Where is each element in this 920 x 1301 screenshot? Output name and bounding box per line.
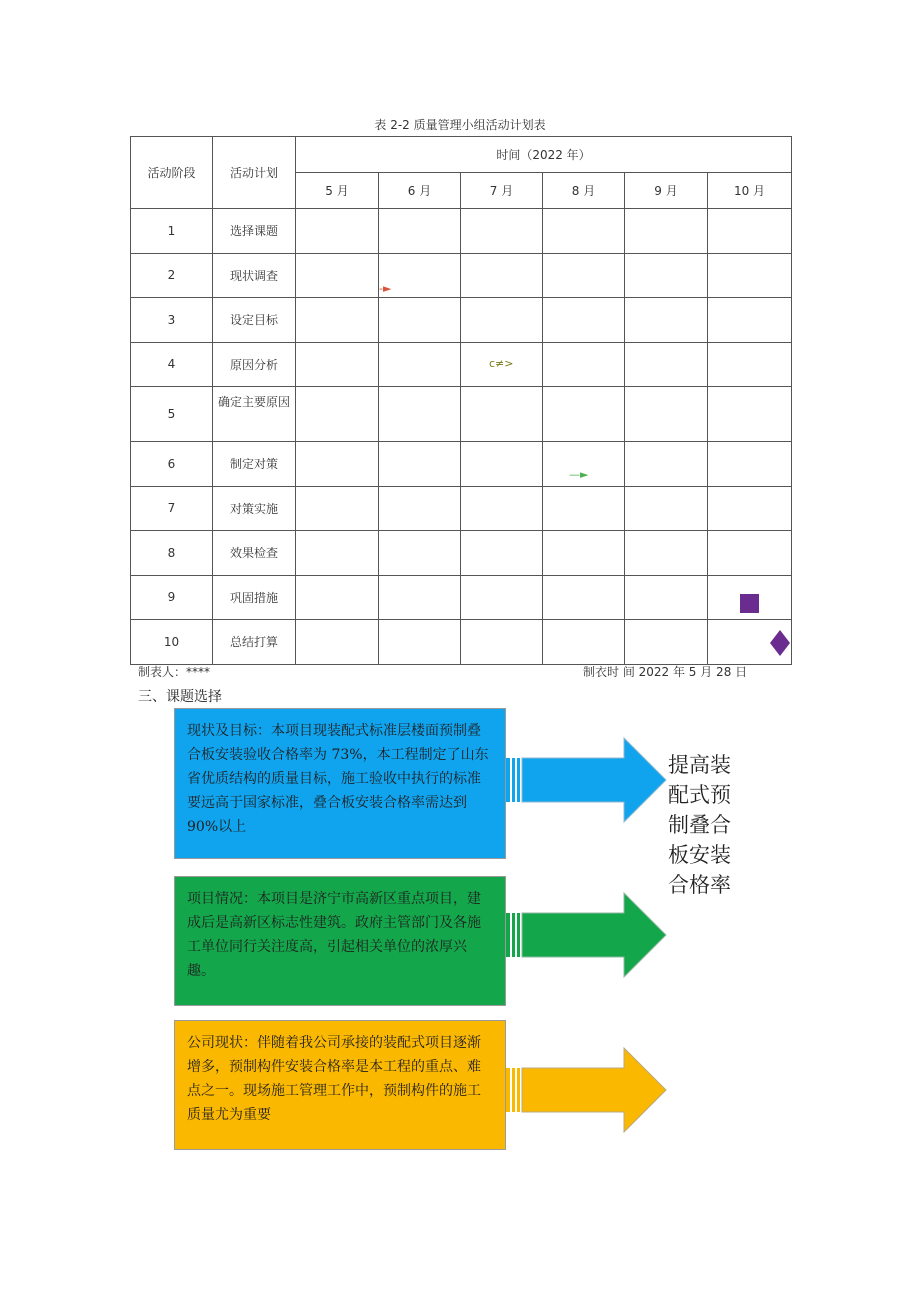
header-month: 5 月 (296, 173, 379, 209)
header-stage: 活动阶段 (131, 137, 213, 209)
row-number: 6 (131, 442, 213, 487)
table-row (131, 387, 792, 442)
green-arrow-icon (506, 892, 668, 978)
row-plan: 巩固措施 (213, 575, 296, 620)
header-month: 10 月 (708, 173, 792, 209)
row-number: 7 (131, 486, 213, 531)
row-plan: 确定主要原因 (213, 387, 296, 442)
topic-result-text: 提高装配式预制叠合板安装合格率 (668, 753, 731, 897)
table-row (131, 298, 792, 343)
header-month: 8 月 (543, 173, 625, 209)
diamond-mark-icon (770, 630, 790, 656)
table-row (131, 442, 792, 487)
row-number: 10 (131, 620, 213, 665)
progress-arrow-mark: -► (379, 281, 392, 295)
section-title: 三、课题选择 (138, 689, 222, 705)
yellow-arrow-icon (506, 1047, 668, 1133)
row-number: 9 (131, 575, 213, 620)
table-row (131, 209, 792, 254)
header-time: 时间（2022 年） (296, 137, 792, 173)
row-plan: 效果检查 (213, 531, 296, 576)
row-plan: 设定目标 (213, 298, 296, 343)
table-caption: 表 2-2 质量管理小组活动计划表 (374, 118, 546, 132)
row-plan: 现状调查 (213, 253, 296, 298)
row-plan: 对策实施 (213, 486, 296, 531)
row-plan: 原因分析 (213, 342, 296, 387)
header-month: 9 月 (625, 173, 708, 209)
header-month: 7 月 (461, 173, 543, 209)
status-goal-box: 现状及目标：本项目现装配式标准层楼面预制叠合板安装验收合格率为 73%，本工程制定了山东省优质结构的质量目标，施工验收中执行的标准要远高于国家标准，叠合板安装合格率需达到 90%以上 (174, 708, 506, 859)
row-number: 4 (131, 342, 213, 387)
progress-arrow-mark: —► (569, 468, 589, 481)
table-date: 制衣时 间 2022 年 5 月 28 日 (583, 665, 748, 679)
blue-arrow-icon (506, 737, 668, 823)
row-number: 8 (131, 531, 213, 576)
table-row (131, 620, 792, 665)
table-row (131, 253, 792, 298)
row-number: 3 (131, 298, 213, 343)
row-number: 5 (131, 387, 213, 442)
square-mark-icon (740, 594, 760, 614)
table-maker: 制表人：**** (138, 665, 211, 679)
table-row (131, 575, 792, 620)
progress-arrow-mark: c≠> (489, 356, 514, 370)
header-plan: 活动计划 (213, 137, 296, 209)
company-status-box: 公司现状：伴随着我公司承接的装配式项目逐渐增多，预制构件安装合格率是本工程的重点、难点之一。现场施工管理工作中，预制构件的施工质量尤为重要 (174, 1020, 506, 1150)
row-number: 2 (131, 253, 213, 298)
activity-plan-table (130, 136, 792, 665)
row-number: 1 (131, 209, 213, 254)
table-row (131, 531, 792, 576)
row-plan: 选择课题 (213, 209, 296, 254)
row-plan: 总结打算 (213, 620, 296, 665)
project-situation-box: 项目情况：本项目是济宁市高新区重点项目，建成后是高新区标志性建筑。政府主管部门及各施工单位同行关注度高，引起相关单位的浓厚兴趣。 (174, 876, 506, 1006)
header-month: 6 月 (379, 173, 461, 209)
row-plan: 制定对策 (213, 442, 296, 487)
table-row (131, 486, 792, 531)
table-row (131, 342, 792, 387)
